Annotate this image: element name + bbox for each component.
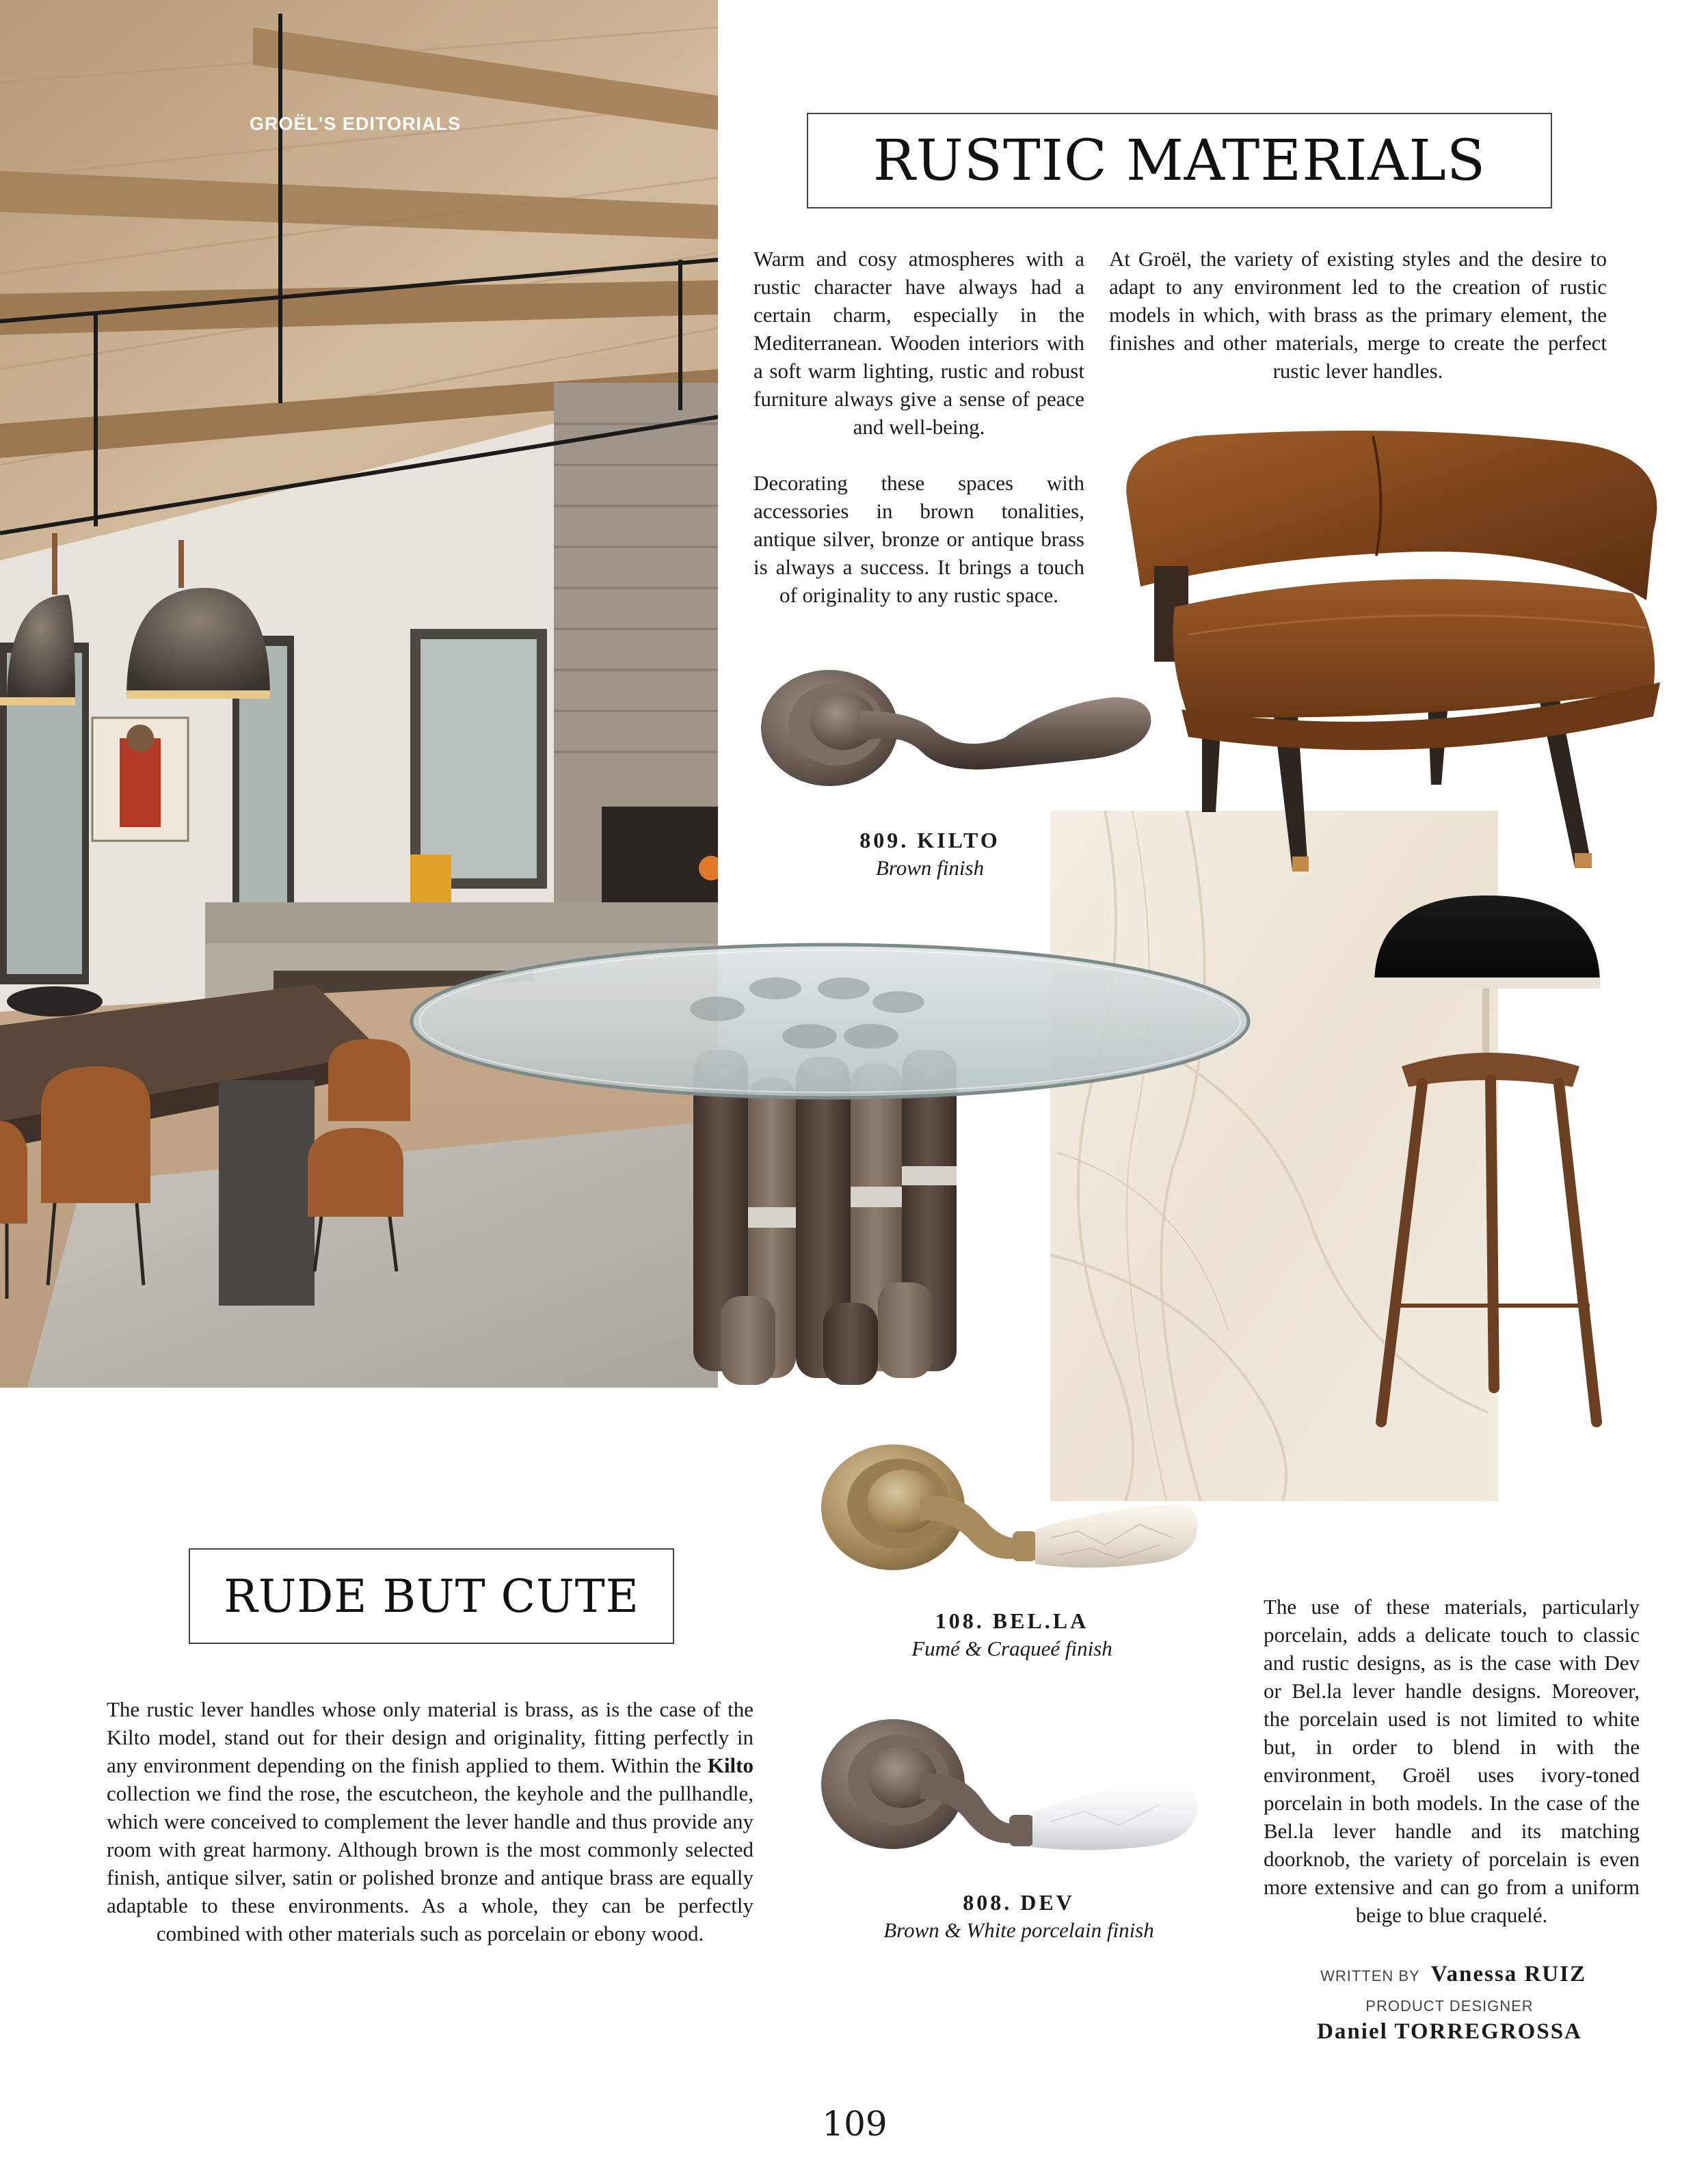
written-by-label: WRITTEN BY [1320, 1967, 1420, 1984]
bella-caption [868, 1606, 1156, 1662]
kilto-lever-handle [758, 656, 1154, 800]
dev-code: 808. DEV [963, 1890, 1075, 1915]
kilto-desc-part1: The rustic lever handles whose only material is brass, as is the case of the Kilto model, stand out for their design and originality, fitting perfectly in any environment depending on the finish applied to them. Within the [107, 1697, 753, 1777]
bella-code: 108. BEL.LA [935, 1608, 1089, 1633]
kilto-desc-part2: collection we find the rose, the escutcheon, the keyhole and the pullhandle, which were conceived to complement the lever handle and thus provide any room with great harmony. Although brown is the most commonly selected finish, antique silver, satin or polished bronze and antique brass are equally adaptable to these environments. As a whole, they can be perfectly combined with other materials such as porcelain or ebony wood. [107, 1781, 753, 1945]
dev-finish: Brown & White porcelain finish [883, 1918, 1154, 1942]
accessories-paragraph: Decorating these spaces with accessories in brown tonalities, antique silver, bronze or antique brass is always a success. It brings a touch of originality to any rustic space. [753, 471, 1084, 607]
kilto-caption [807, 826, 1053, 882]
bella-lever-handle [818, 1435, 1201, 1586]
intro-paragraph: Warm and cosy atmospheres with a rustic character have always had a certain charm, especially in the Mediterranean. Wooden interiors with a soft warm lighting, rustic and robust furniture always give a sense of peace and well-being. [753, 247, 1084, 439]
kilto-code: 809. KILTO [859, 828, 1000, 852]
bella-finish: Fumé & Craqueé finish [911, 1636, 1112, 1660]
section-title-rustic-materials: RUSTIC MATERIALS [807, 113, 1552, 208]
glass-round-table [406, 941, 1254, 1399]
floor-lamp [1361, 882, 1614, 1442]
porcelain-paragraph: The use of these materials, particularly porcelain, adds a delicate touch to classic and rustic designs, as is the case with Dev or Bel.la lever handle designs. Moreover, the porcelain used is not limited to white but, in order to blend in with the environment, Groël uses ivory-toned porcelain in both models. In the case of the Bel.la lever handle and its matching doorknob, the variety of porcelain is even more extensive and can go from a uniform beige to blue craquelé. [1264, 1595, 1640, 1927]
dev-caption [841, 1888, 1197, 1944]
kilto-desc-bold: Kilto [707, 1753, 753, 1777]
leather-armchair [1113, 429, 1668, 889]
kilto-finish: Brown finish [875, 856, 985, 880]
writer-name: Vanessa RUIZ [1430, 1962, 1586, 1986]
groel-styles-paragraph: At Groël, the variety of existing styles and the desire to adapt to any environment led to the creation of rustic models in which, with brass as the primary element, the finishes and other materials, merge to create the perfect rustic lever handles. [1109, 247, 1607, 383]
dev-lever-handle [818, 1709, 1201, 1866]
product-designer-label: PRODUCT DESIGNER [1365, 1997, 1534, 2014]
kilto-description-paragraph [107, 1695, 753, 1947]
writer-credit [1313, 1962, 1586, 1987]
section-title-rude-but-cute: RUDE BUT CUTE [189, 1548, 674, 1644]
product-designer-name: Daniel TORREGROSSA [1317, 2019, 1582, 2044]
page-number: 109 [822, 2104, 888, 2144]
editorial-label: GROËL'S EDITORIALS [250, 113, 461, 134]
